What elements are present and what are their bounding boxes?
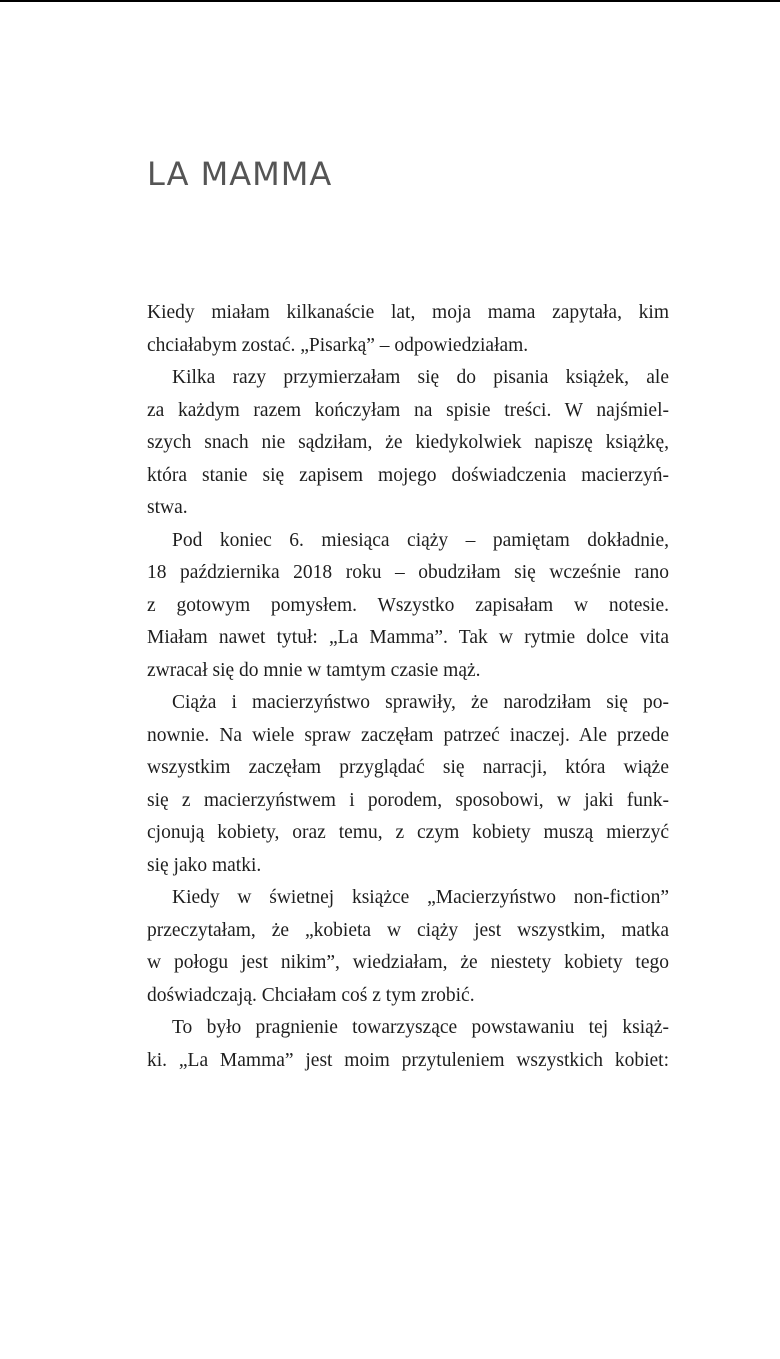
text-line: Kiedy miałam kilkanaście lat, moja mama zapytała, kim (147, 302, 669, 323)
body-text (147, 297, 669, 1077)
top-border-line (0, 0, 780, 2)
text-line: się z macierzyństwem i porodem, sposobowi, w jaki funk- (147, 789, 669, 811)
text-line: szych snach nie sądziłam, że kiedykolwiek napiszę książkę, (147, 432, 669, 453)
text-line: stwa. (147, 497, 188, 518)
text-line: z gotowym pomysłem. Wszystko zapisałam w notesie. (147, 594, 669, 616)
text-line: przeczytałam, że „kobieta w ciąży jest wszystkim, matka (147, 919, 669, 941)
text-line: nownie. Na wiele spraw zaczęłam patrzeć inaczej. Ale przede (147, 724, 669, 746)
chapter-title: LA MAMMA (147, 155, 333, 193)
text-line: w połogu jest nikim”, wiedziałam, że niestety kobiety tego (147, 952, 669, 973)
text-line: doświadczają. Chciałam coś z tym zrobić. (147, 984, 475, 1006)
text-line: cjonują kobiety, oraz temu, z czym kobiety muszą mierzyć (147, 822, 669, 843)
text-line: To było pragnienie towarzyszące powstawaniu tej książ- (172, 1017, 669, 1038)
text-line: 18 października 2018 roku – obudziłam się wcześnie rano (147, 562, 669, 583)
text-line: która stanie się zapisem mojego doświadczenia macierzyń- (147, 464, 669, 486)
text-line: Kilka razy przymierzałam się do pisania książek, ale (172, 367, 669, 388)
text-line: za każdym razem kończyłam na spisie treści. W najśmiel- (147, 399, 669, 421)
text-line: chciałabym zostać. „Pisarką” – odpowiedziałam. (147, 334, 529, 356)
text-line: wszystkim zaczęłam przyglądać się narracji, która wiąże (147, 757, 669, 778)
text-line: Pod koniec 6. miesiąca ciąży – pamiętam dokładnie, (172, 529, 669, 551)
text-line: ki. „La Mamma” jest moim przytuleniem wszystkich kobiet: (147, 1049, 669, 1071)
text-line: Kiedy w świetnej książce „Macierzyństwo non-fiction” (172, 887, 669, 908)
text-line: Miałam nawet tytuł: „La Mamma”. Tak w rytmie dolce vita (147, 627, 669, 648)
text-line: się jako matki. (147, 854, 262, 876)
text-line: zwracał się do mnie w tamtym czasie mąż. (147, 659, 481, 681)
text-line: Ciąża i macierzyństwo sprawiły, że narodziłam się po- (172, 692, 669, 713)
